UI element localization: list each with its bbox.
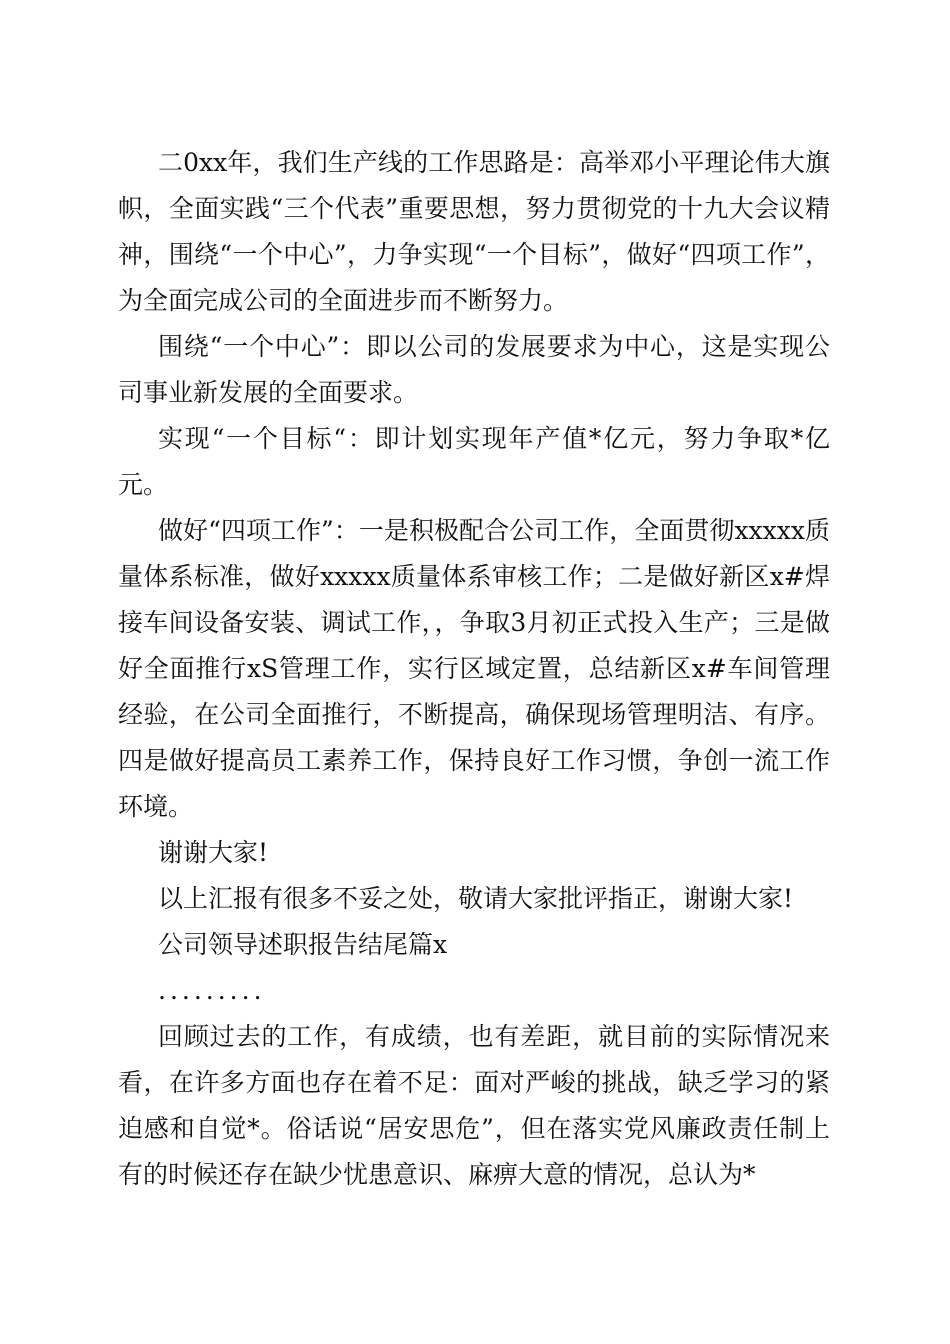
paragraph-four-tasks: 做好“四项工作”：一是积极配合公司工作，全面贯彻xxxxx质量体系标准，做好xxxxx质量体系审核工作；二是做好新区x#焊接车间设备安装、调试工作，，争取3月初正式投入生产；三是做好全面推行xS管理工作，实行区域定置，总结新区x#车间管理经验，在公司全面推行，不断提高，确保现场管理明洁、有序。四是做好提高员工素养工作，保持良好工作习惯，争创一流工作环境。 (118, 516, 830, 821)
thanks-line: 谢谢大家! (158, 838, 269, 867)
document-page (118, 140, 830, 1198)
paragraph-one-center: 围绕“一个中心”：即以公司的发展要求为中心，这是实现公司事业新发展的全面要求。 (118, 332, 830, 407)
paragraph-one-goal: 实现“一个目标“：即计划实现年产值*亿元，努力争取*亿元。 (118, 424, 830, 499)
paragraph-work-plan: 二0xx年，我们生产线的工作思路是：高举邓小平理论伟大旗帜，全面实践“三个代表”重要思想，努力贯彻党的十九大会议精神，围绕“一个中心”，力争实现“一个目标”，做好“四项工作”，为全面完成公司的全面进步而不断努力。 (118, 148, 830, 315)
closing-line: 以上汇报有很多不妥之处，敬请大家批评指正，谢谢大家! (158, 884, 794, 913)
section-title: 公司领导述职报告结尾篇x (158, 930, 448, 959)
paragraph-review: 回顾过去的工作，有成绩，也有差距，就目前的实际情况来看，在许多方面也存在着不足：面对严峻的挑战，缺乏学习的紧迫感和自觉*。俗话说“居安思危”，但在落实党风廉政责任制上有的时候还存在缺少忧患意识、麻痹大意的情况，总认为* (118, 1022, 830, 1189)
ellipsis-line: ......... (158, 976, 266, 1005)
